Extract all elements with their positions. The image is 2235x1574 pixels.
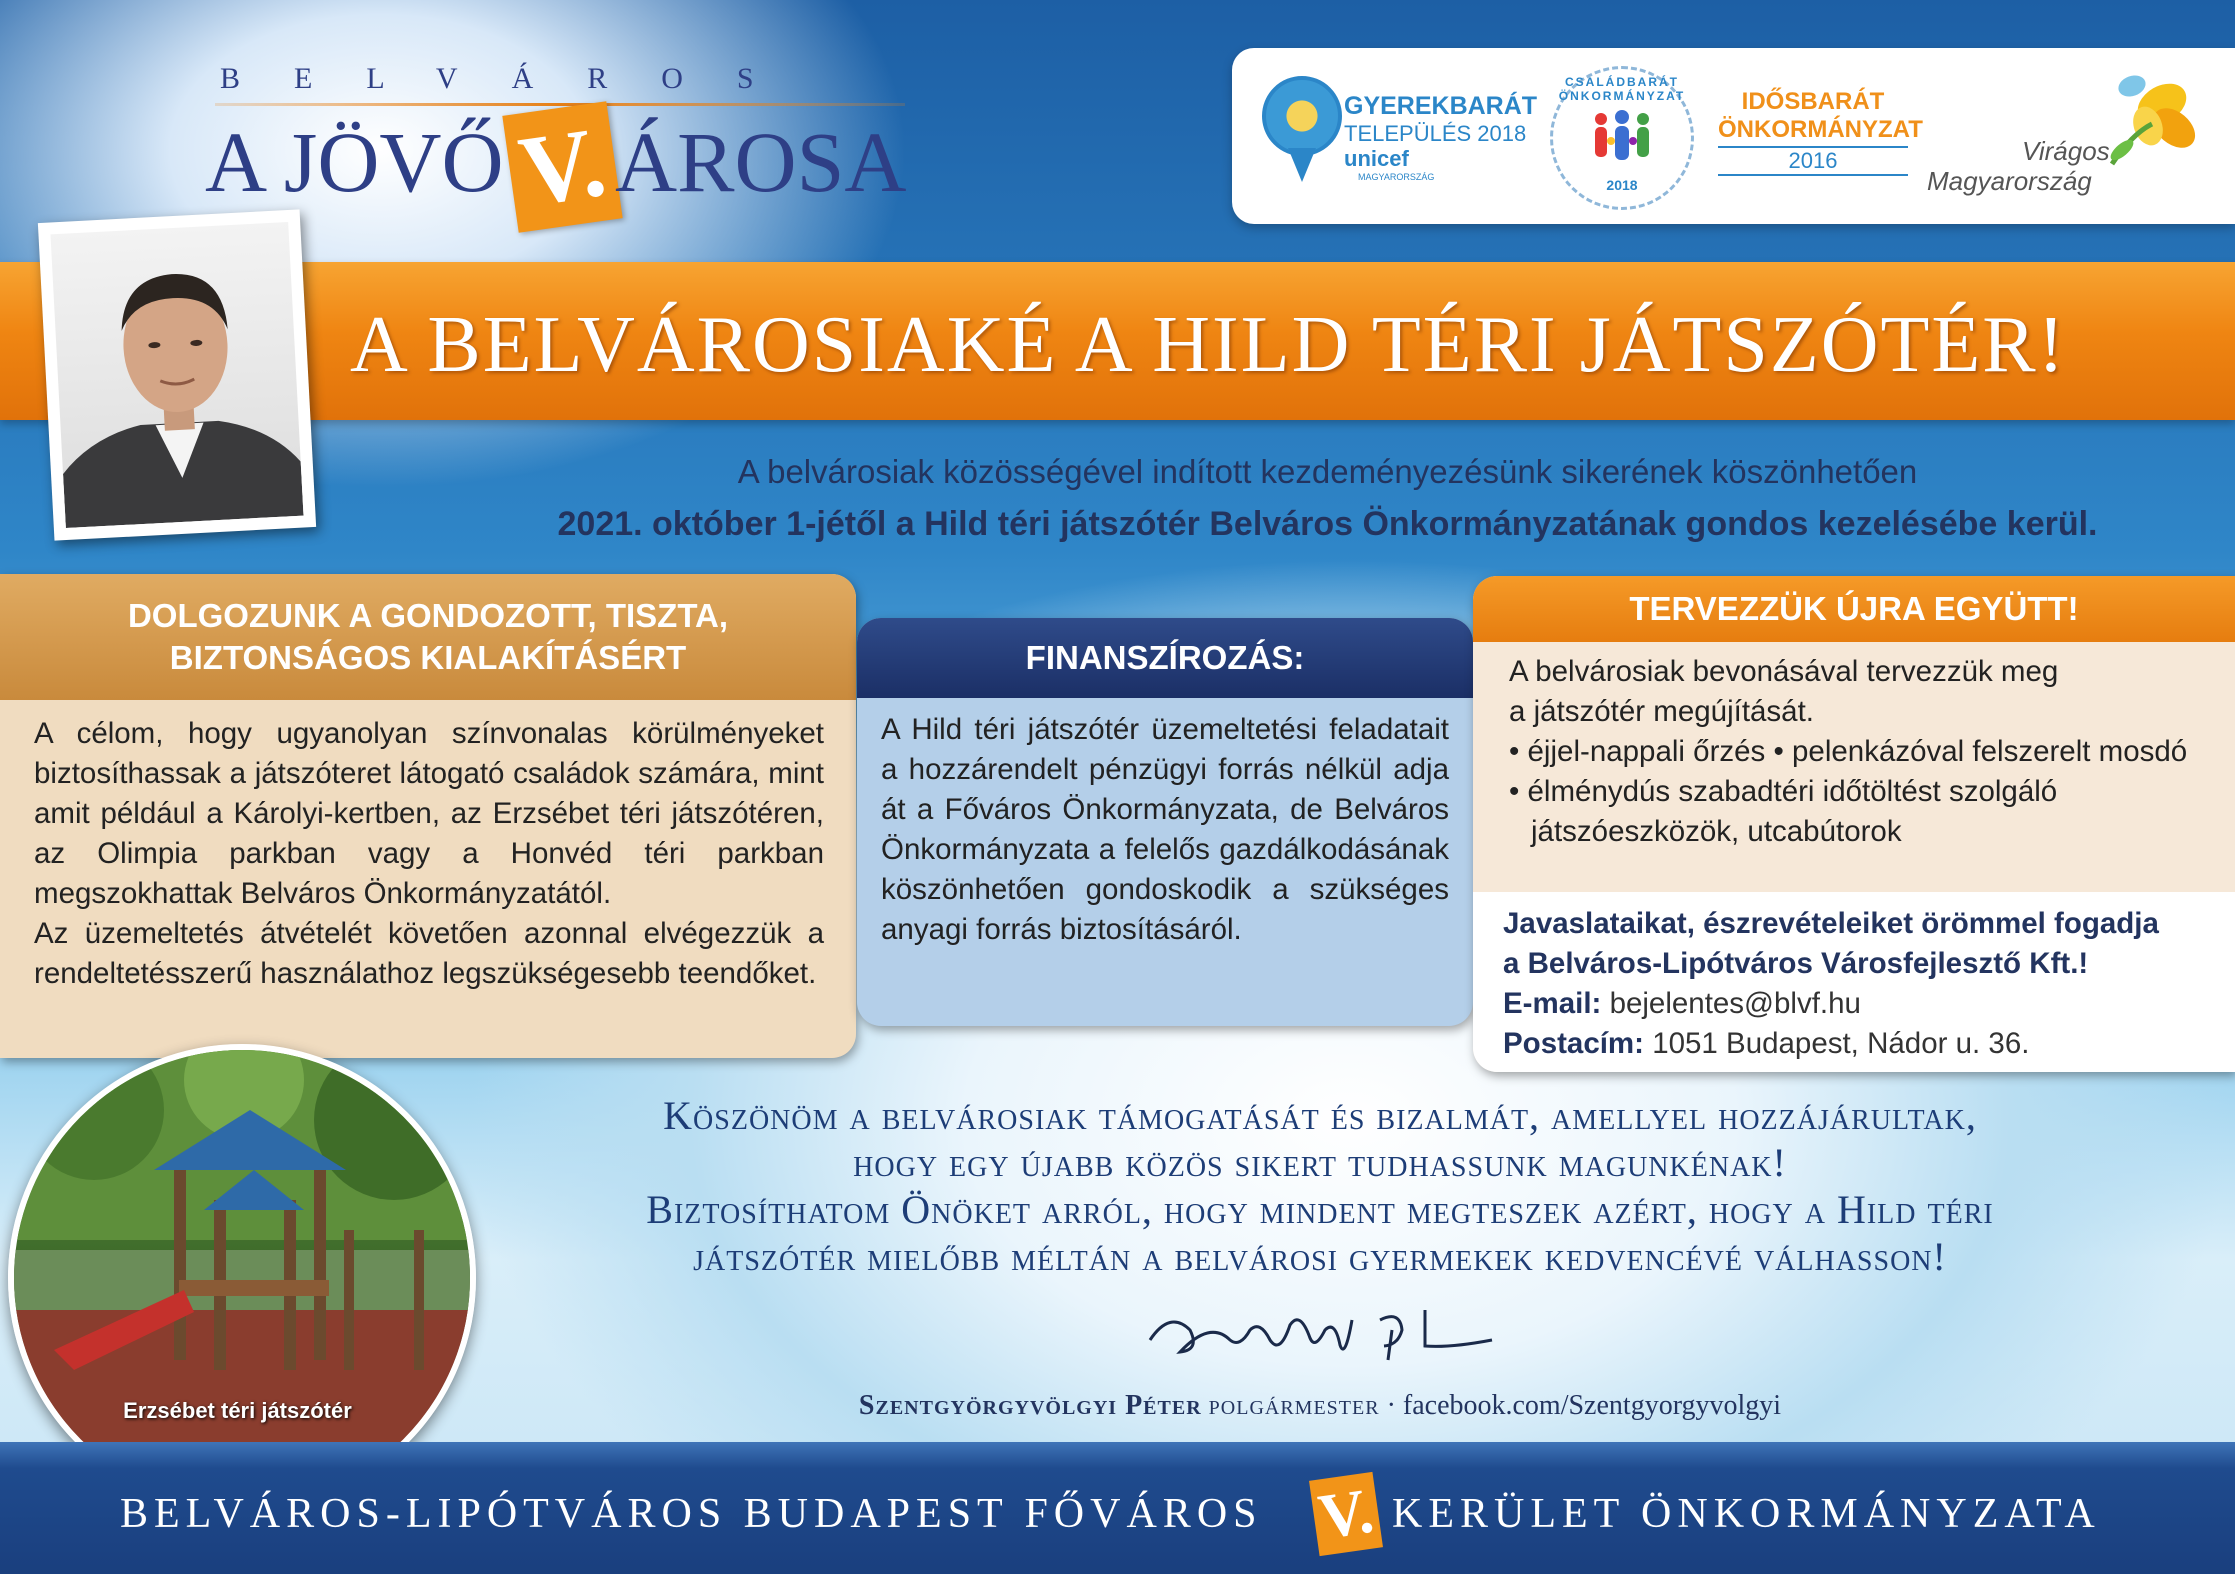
logo-rule (215, 103, 905, 106)
badges-panel (1232, 48, 2235, 224)
logo-text-left: A JÖVŐ (205, 114, 504, 210)
post-address: 1051 Budapest, Nádor u. 36. (1652, 1027, 2030, 1060)
box-maintenance-body (0, 700, 856, 994)
box-financing-body: A Hild téri játszótér üzemeltetési feladatait a hozzárendelt pénzügyi forrás nélkül adja át a Főváros Önkormányzata, de Belváros Önkormányzata a felelős gazdálkodásának köszönhetően gondoskodik a szükséges anyagi forrás biztosításáról. (881, 713, 1449, 946)
box-financing-heading: FINANSZÍROZÁS: (857, 618, 1473, 698)
gyerekbarat-subtitle: TELEPÜLÉS 2018 (1344, 121, 1527, 146)
post-label: Postacím: (1503, 1027, 1644, 1060)
idosbarat-line2: ÖNKORMÁNYZAT (1718, 116, 1923, 143)
logo-v-mark: V. (502, 101, 622, 232)
csaladbarat-badge (1550, 66, 1694, 210)
box-maintenance-para1: A célom, hogy ugyanolyan színvonalas körülményeket biztosíthassak a játszóteret látogató családok számára, mint amit például a Károlyi-kertben, az Erzsébet téri játszótéren, az Olimpia parkban vagy a Honvéd téri parkban megszokhattak Belváros Önkormányzatától. (34, 717, 824, 910)
box-redesign-line1: A belvárosiak bevonásával tervezzük meg (1509, 655, 2059, 688)
signer-name: Szentgyörgyvölgyi Péter (858, 1390, 1202, 1421)
contact-line1: Javaslataikat, észrevételeiket örömmel fogadja (1503, 907, 2159, 940)
page-title: A BELVÁROSIAKÉ A HILD TÉRI JÁTSZÓTÉR! (350, 301, 2067, 389)
box-maintenance-para2: Az üzemeltetés átvételét követően azonnal elvégezzük a rendeltetésszerű használathoz legszükségesebb teendőket. (34, 917, 824, 990)
email-label: E-mail: (1503, 987, 1602, 1020)
signature (1140, 1290, 1500, 1370)
playground-illustration (14, 1050, 470, 1506)
unicef-label: unicef (1344, 146, 1409, 171)
idosbarat-line1: IDŐSBARÁT (1741, 88, 1885, 115)
csaladbarat-year: 2018 (1606, 177, 1638, 193)
email-link[interactable]: bejelentes@blvf.hu (1609, 987, 1861, 1020)
thanks-line2: hogy egy újabb közös sikert tudhassunk magunkénak! (853, 1140, 1787, 1185)
idosbarat-badge (1718, 88, 1923, 176)
box-maintenance (0, 574, 856, 1058)
box-maintenance-heading (0, 574, 856, 700)
logo-text-right: ÁROSA (615, 114, 907, 210)
csaladbarat-ring-text: CSALÁDBARÁT ÖNKORMÁNYZAT (1558, 75, 1686, 103)
contact-panel (1473, 892, 2235, 1072)
box-redesign-body (1473, 642, 2235, 852)
thanks-line1: Köszönöm a belvárosiak támogatását és bizalmát, amellyel hozzájárultak, (663, 1093, 1977, 1138)
thanks-line3: Biztosíthatom Önöket arról, hogy mindent megteszek azért, hogy a Hild téri (646, 1187, 1994, 1232)
gyerekbarat-title: GYEREKBARÁT (1344, 92, 1538, 120)
intro-line-1: A belvárosiak közösségével indított kezdeményezésünk sikerének köszönhetően (737, 453, 1918, 490)
unicef-country: MAGYARORSZÁG (1358, 172, 1435, 182)
contact-line2: a Belváros-Lipótváros Városfejlesztő Kft.! (1503, 947, 2089, 980)
footer-text-left: BELVÁROS-LIPÓTVÁROS BUDAPEST FŐVÁROS (120, 1491, 1263, 1537)
box-maintenance-heading-line2: BIZTONSÁGOS KIALAKÍTÁSÉRT (169, 639, 687, 676)
signer-title: polgármester (1208, 1390, 1380, 1421)
intro-line-2: 2021. október 1-jétől a Hild téri játszótér Belváros Önkormányzatának gondos kezelésébe kerül. (557, 505, 2098, 543)
box-redesign-bullet1: • éjjel-nappali őrzés • pelenkázóval felszerelt mosdó (1509, 735, 2188, 768)
box-financing (857, 618, 1473, 1026)
footer-text-right: KERÜLET ÖNKORMÁNYZATA (1392, 1491, 2101, 1537)
logo-subtitle: BELVÁROS (220, 62, 808, 95)
signer-separator: · (1386, 1390, 1396, 1421)
signer-line (480, 1390, 2160, 1422)
photo-caption: Erzsébet téri játszótér (123, 1398, 352, 1423)
family-icon (1589, 109, 1655, 169)
thanks-message (480, 1092, 2160, 1280)
footer-v-mark: V. (1309, 1472, 1383, 1556)
box-redesign-bullet2-cont: játszóeszközök, utcabútorok (1531, 815, 1902, 848)
box-redesign-bullet2: • élménydús szabadtéri időtöltést szolgáló (1509, 775, 2058, 808)
box-redesign-line2: a játszótér megújítását. (1509, 695, 1814, 728)
viragos-line1: Virágos (2022, 136, 2110, 166)
viragos-line2: Magyarország (1927, 166, 2092, 196)
box-redesign (1473, 576, 2235, 1072)
idosbarat-year: 2016 (1718, 146, 1908, 176)
facebook-link[interactable]: facebook.com/Szentgyorgyvolgyi (1402, 1390, 1782, 1421)
box-redesign-heading: TERVEZZÜK ÚJRA EGYÜTT! (1473, 576, 2235, 642)
gyerekbarat-pin-icon (1262, 76, 1342, 156)
thanks-line4: játszótér mielőbb méltán a belvárosi gyermekek kedvencévé válhasson! (693, 1234, 1947, 1279)
box-maintenance-heading-line1: DOLGOZUNK A GONDOZOTT, TISZTA, (127, 597, 729, 634)
